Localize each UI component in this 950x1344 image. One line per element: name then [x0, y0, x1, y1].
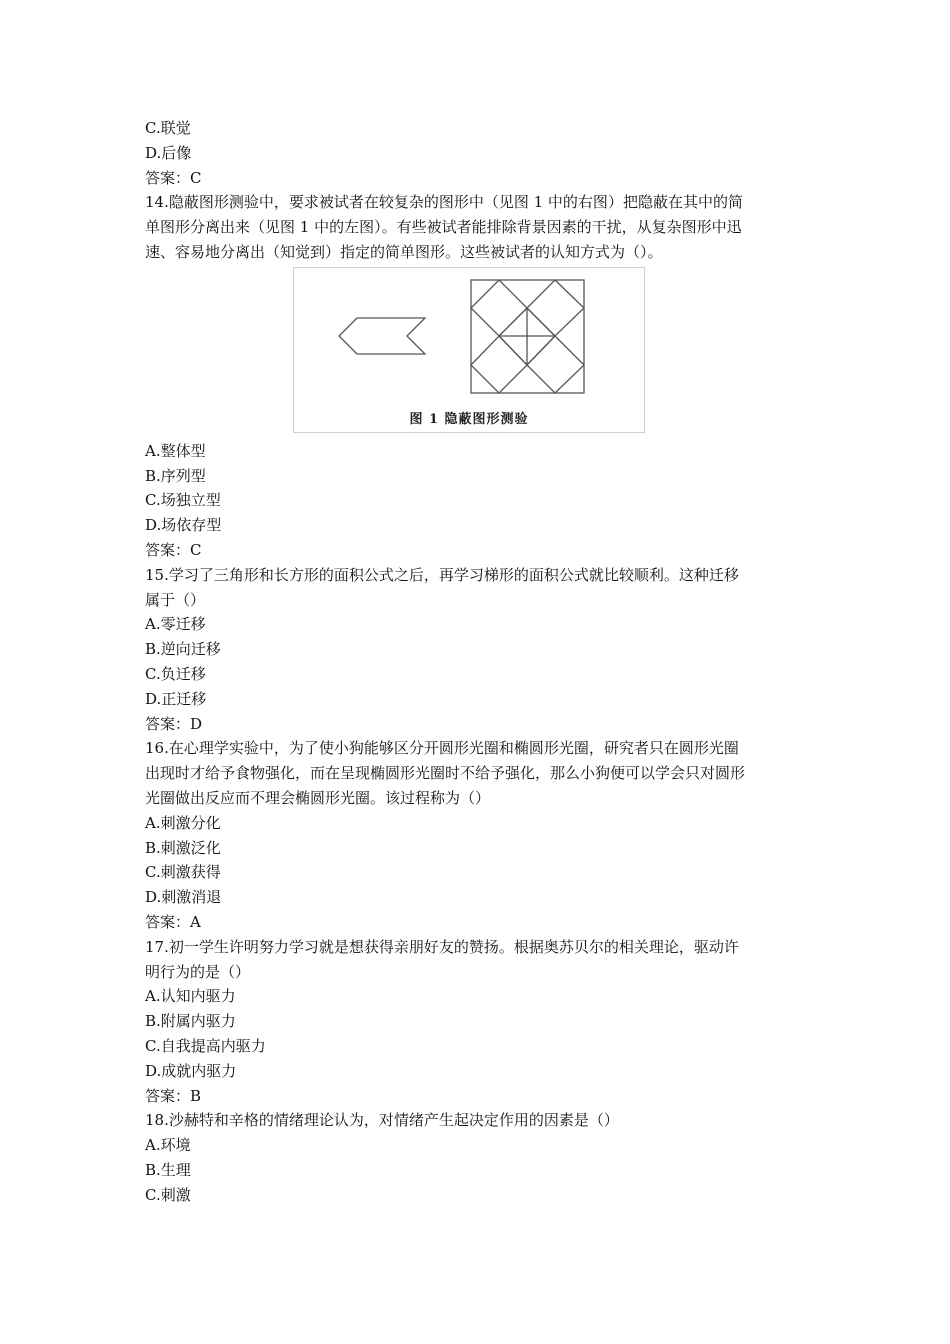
- question-15: [145, 563, 810, 737]
- question-17: [145, 935, 810, 1109]
- complex-figure: [471, 280, 584, 393]
- question-16: [145, 736, 810, 934]
- question-text-line: 16.在心理学实验中，为了使小狗能够区分开圆形光圈和椭圆形光圈，研究者只在圆形光圈: [145, 739, 739, 758]
- option-c: C.场独立型: [145, 491, 221, 510]
- hidden-figure-test-image: [293, 267, 645, 433]
- option-d: D.刺激消退: [145, 888, 222, 907]
- question-text-line: 属于（）: [145, 590, 206, 609]
- option-c: C.自我提高内驱力: [145, 1036, 266, 1055]
- answer: 答案：A: [145, 912, 201, 931]
- option-b: B.序列型: [145, 466, 206, 485]
- block1: [145, 116, 810, 190]
- option-a: A.环境: [145, 1136, 191, 1155]
- option-c: C.负迁移: [145, 664, 206, 683]
- answer: 答案：B: [145, 1086, 202, 1105]
- option-d: D.后像: [145, 143, 192, 162]
- answer: 答案：C: [145, 168, 202, 187]
- question-text-line: 18.沙赫特和辛格的情绪理论认为，对情绪产生起决定作用的因素是（）: [145, 1111, 619, 1130]
- option-a: A.整体型: [145, 441, 206, 460]
- figure-caption: 图 1 隐蔽图形测验: [409, 411, 529, 427]
- document-page: [145, 116, 810, 1207]
- option-b: B.附属内驱力: [145, 1012, 236, 1031]
- option-d: D.正迁移: [145, 689, 207, 708]
- question-text-line: 出现时才给予食物强化，而在呈现椭圆形光圈时不给予强化，那么小狗便可以学会只对圆形: [145, 764, 746, 783]
- question-text-line: 14.隐蔽图形测验中，要求被试者在较复杂的图形中（见图 1 中的右图）把隐蔽在其中的简: [145, 193, 743, 212]
- question-text-line: 明行为的是（）: [145, 962, 251, 981]
- answer: 答案：C: [145, 540, 202, 559]
- question-text-line: 单图形分离出来（见图 1 中的左图）。有些被试者能排除背景因素的干扰，从复杂图形中迅: [145, 218, 742, 237]
- simple-figure: [339, 318, 425, 354]
- option-b: B.逆向迁移: [145, 640, 221, 659]
- option-a: A.认知内驱力: [145, 987, 236, 1006]
- answer: 答案：D: [145, 714, 203, 733]
- option-d: D.成就内驱力: [145, 1061, 237, 1080]
- question-text-line: 速、容易地分离出（知觉到）指定的简单图形。这些被试者的认知方式为（）。: [145, 242, 663, 261]
- question-text-line: 17.初一学生许明努力学习就是想获得亲朋好友的赞扬。根据奥苏贝尔的相关理论，驱动许: [145, 937, 739, 956]
- option-b: B.刺激泛化: [145, 838, 221, 857]
- question-text-line: 15.学习了三角形和长方形的面积公式之后，再学习梯形的面积公式就比较顺利。这种迁移: [145, 565, 739, 584]
- option-a: A.刺激分化: [145, 813, 221, 832]
- option-d: D.场依存型: [145, 516, 222, 535]
- option-c: C.刺激: [145, 1185, 191, 1204]
- option-c: C.刺激获得: [145, 863, 221, 882]
- option-c: C.联觉: [145, 119, 191, 137]
- question-14: [145, 190, 810, 562]
- question-text-line: 光圈做出反应而不理会椭圆形光圈。该过程称为（）: [145, 788, 491, 807]
- option-b: B.生理: [145, 1160, 191, 1179]
- option-a: A.零迁移: [145, 615, 206, 634]
- question-18: [145, 1108, 810, 1207]
